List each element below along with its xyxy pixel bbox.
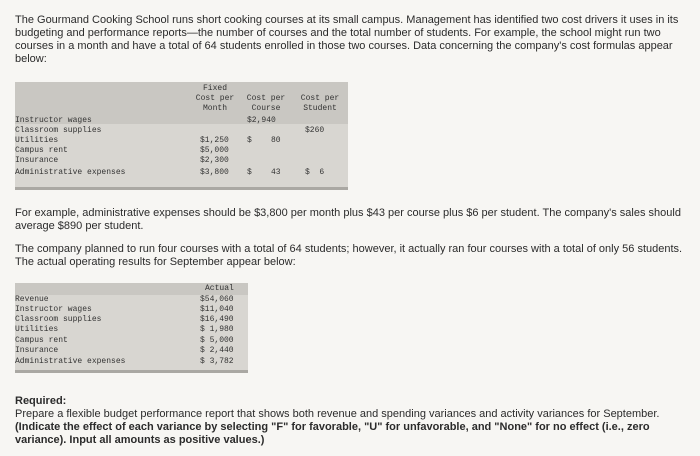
table-bottom-rule (15, 370, 248, 373)
row-fixed: $3,800 (200, 168, 229, 177)
example-paragraph: For example, administrative expenses should be $3,800 per month plus $43 per course plus $6 per student. The company's sales should average $890 per student. (15, 207, 681, 232)
row-value: $ 1,980 (200, 325, 234, 334)
row-label: Revenue (15, 295, 49, 304)
row-label: Campus rent (15, 146, 68, 155)
row-value: $ 3,782 (200, 357, 234, 366)
header-course-line2: Course (251, 104, 281, 113)
required-instruction: (Indicate the effect of each variance by selecting "F" for favorable, "U" for unfavorable, and "None" for no effect (i.e., zero variance). Input all amounts as positive values.) (15, 421, 650, 446)
header-fixed-line3: Month (202, 104, 227, 113)
row-label: Utilities (15, 325, 59, 334)
cost-formula-table (15, 82, 348, 190)
row-fixed: $2,300 (200, 156, 229, 165)
row-value: $54,060 (200, 295, 234, 304)
row-student: $ 6 (305, 168, 325, 177)
header-student-line1: Cost per (300, 94, 340, 103)
row-label: Insurance (15, 346, 59, 355)
row-value: $11,040 (200, 305, 234, 314)
required-title: Required: (15, 395, 67, 407)
row-value: $16,490 (200, 315, 234, 324)
header-fixed-line2: Cost per (195, 94, 235, 103)
row-label: Administrative expenses (15, 168, 126, 177)
row-label: Administrative expenses (15, 357, 126, 366)
required-section (15, 395, 685, 447)
row-course: $ 43 (247, 168, 281, 177)
row-course: $2,940 (247, 116, 276, 125)
row-label: Classroom supplies (15, 126, 102, 135)
required-text: Prepare a flexible budget performance report that shows both revenue and spending variances and activity variances for September. (15, 408, 660, 420)
row-label: Instructor wages (15, 116, 92, 125)
row-value: $ 5,000 (200, 336, 234, 345)
header-actual: Actual (205, 284, 234, 293)
intro-paragraph: The Gourmand Cooking School runs short cooking courses at its small campus. Management has identified two cost drivers it uses in its budgeting and performance reports—the number of courses and the total number of students. For example, the school might run two courses in a month and have a total of 64 students enrolled in those two courses. Data concerning the company's cost formulas appear below: (15, 14, 679, 65)
row-label: Insurance (15, 156, 59, 165)
row-fixed: $5,000 (200, 146, 229, 155)
row-course: $ 80 (247, 136, 281, 145)
planned-paragraph: The company planned to run four courses with a total of 64 students; however, it actually ran four courses with a total of only 56 students. The actual operating results for September appear below: (15, 243, 683, 268)
header-fixed-line1: Fixed (202, 84, 227, 93)
header-course-line1: Cost per (246, 94, 286, 103)
row-value: $ 2,440 (200, 346, 234, 355)
table-bottom-rule (15, 187, 348, 190)
row-student: $260 (305, 126, 325, 135)
row-fixed: $1,250 (200, 136, 229, 145)
header-student-line2: Student (303, 104, 337, 113)
row-label: Utilities (15, 136, 59, 145)
row-label: Classroom supplies (15, 315, 102, 324)
row-label: Instructor wages (15, 305, 92, 314)
actual-results-table (15, 283, 248, 373)
row-label: Campus rent (15, 336, 68, 345)
